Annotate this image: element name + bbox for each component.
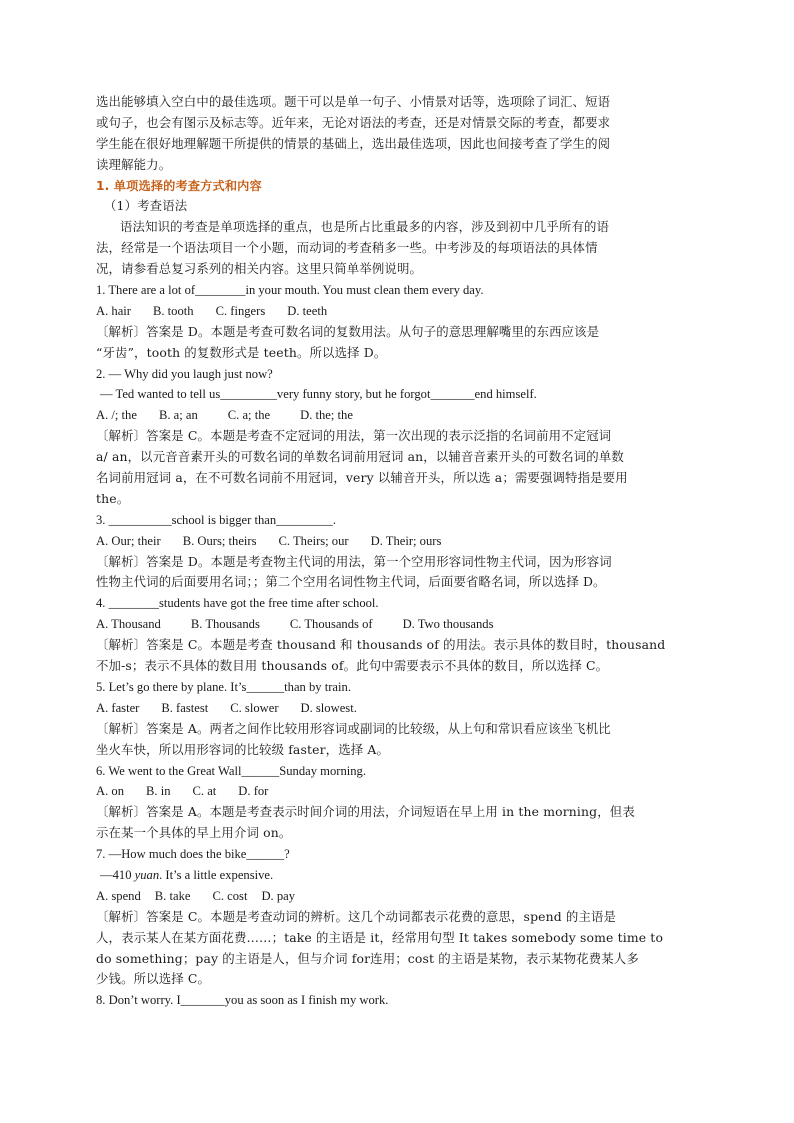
option-a: A. Our; their bbox=[96, 533, 161, 548]
reply-currency: yuan bbox=[134, 867, 160, 882]
option-b: B. tooth bbox=[152, 303, 194, 318]
sub-intro-line: 语法知识的考查是单项选择的重点，也是所占比重最多的内容，涉及到初中几乎所有的语 bbox=[120, 219, 610, 235]
analysis-line: a/ an，以元音音素开头的可数名词的单数名词前用冠词 an，以辅音音素开头的可数名词的单数 bbox=[96, 449, 624, 465]
analysis-line: 坐火车快，所以用形容词的比较级 faster，选择 A。 bbox=[96, 741, 390, 757]
option-b: B. Thousands bbox=[190, 617, 260, 632]
option-d: D. the; the bbox=[300, 408, 353, 423]
analysis-line: 少钱。所以选择 C。 bbox=[96, 971, 211, 987]
intro-line: 或句子，也会有图示及标志等。近年来，无论对语法的考查，还是对情景交际的考查，都要求 bbox=[96, 114, 611, 130]
option-a: A. /; the bbox=[96, 408, 137, 423]
analysis-line: the。 bbox=[96, 490, 130, 506]
reply-suffix: . It’s a little expensive. bbox=[159, 867, 274, 882]
option-b: B. fastest bbox=[161, 700, 209, 715]
option-c: C. at bbox=[192, 784, 217, 799]
intro-line: 读理解能力。 bbox=[96, 156, 172, 172]
section-heading: 1. 单项选择的考查方式和内容 bbox=[96, 178, 262, 193]
analysis-line: 不加-s；表示不具体的数目用 thousands of。此句中需要表示不具体的数目，所以选择 C。 bbox=[96, 658, 609, 674]
question-options bbox=[96, 405, 682, 426]
question-stem: 4. ________students have got the free time after school. bbox=[96, 596, 379, 611]
analysis-line: 人，表示某人在某方面花费……；take 的主语是 it，经常用句型 It takes somebody some time to bbox=[96, 929, 664, 945]
question-stem: 5. Let’s go there by plane. It’s______than by train. bbox=[96, 679, 351, 694]
analysis-line: “牙齿”，tooth 的复数形式是 teeth。所以选择 D。 bbox=[96, 344, 387, 360]
question-options bbox=[96, 531, 682, 552]
option-d: D. teeth bbox=[287, 303, 328, 318]
option-d: D. Their; ours bbox=[370, 533, 442, 548]
question-options bbox=[96, 781, 682, 802]
question-stem-reply bbox=[96, 865, 682, 886]
intro-line: 选出能够填入空白中的最佳选项。题干可以是单一句子、小情景对话等，选项除了词汇、短语 bbox=[96, 94, 611, 109]
question-stem: 3. __________school is bigger than_________. bbox=[96, 512, 336, 527]
analysis-line: do something；pay 的主语是人，但与介词 for连用；cost 的主语是某物，表示某物花费某人多 bbox=[96, 950, 639, 966]
question-options bbox=[96, 886, 682, 907]
question-stem: 6. We went to the Great Wall______Sunday morning. bbox=[96, 763, 366, 778]
analysis-line: 〔解析〕答案是 C。本题是考查不定冠词的用法，第一次出现的表示泛指的名词前用不定冠词 bbox=[96, 428, 612, 444]
option-a: A. spend bbox=[96, 888, 141, 903]
analysis-line: 性物主代词的后面要用名词；；第二个空用名词性物主代词，后面要省略名词，所以选择 D。 bbox=[96, 574, 606, 590]
sub-intro-line: 况，请参看总复习系列的相关内容。这里只简单举例说明。 bbox=[96, 261, 423, 277]
question-options bbox=[96, 301, 682, 322]
document-page bbox=[96, 92, 682, 1011]
analysis-line: 名词前用冠词 a，在不可数名词前不用冠词，very 以辅音开头，所以选 a；需要强调特指是要用 bbox=[96, 470, 628, 486]
question-stem: 8. Don’t worry. I_______you as soon as I finish my work. bbox=[96, 993, 389, 1008]
analysis-line: 〔解析〕答案是 A。两者之间作比较用形容词或副词的比较级，从上句和常识看应该坐飞机比 bbox=[96, 720, 611, 736]
option-b: B. a; an bbox=[158, 408, 198, 423]
analysis-line: 〔解析〕答案是 D。本题是考查物主代词的用法，第一个空用形容词性物主代词，因为形容词 bbox=[96, 553, 612, 569]
option-b: B. Ours; theirs bbox=[182, 533, 257, 548]
question-stem: 7. —How much does the bike______? bbox=[96, 847, 290, 862]
option-c: C. cost bbox=[212, 888, 248, 903]
reply-prefix: —410 bbox=[100, 867, 135, 882]
analysis-line: 〔解析〕答案是 C。本题是考查动词的辨析。这几个动词都表示花费的意思，spend 的主语是 bbox=[96, 908, 617, 924]
question-stem: 2. — Why did you laugh just now? bbox=[96, 366, 273, 381]
option-b: B. take bbox=[154, 888, 191, 903]
question-stem-reply: — Ted wanted to tell us_________very funny story, but he forgot_______end himself. bbox=[100, 387, 537, 402]
option-c: C. slower bbox=[230, 700, 279, 715]
question-options bbox=[96, 614, 682, 635]
subsection-title: （1）考查语法 bbox=[104, 198, 188, 214]
analysis-line: 示在某一个具体的早上用介词 on。 bbox=[96, 825, 292, 841]
analysis-line: 〔解析〕答案是 C。本题是考查 thousand 和 thousands of 的用法。表示具体的数目时，thousand bbox=[96, 637, 666, 653]
option-a: A. on bbox=[96, 784, 124, 799]
option-c: C. Thousands of bbox=[289, 617, 373, 632]
option-a: A. hair bbox=[96, 303, 131, 318]
analysis-line: 〔解析〕答案是 A。本题是考查表示时间介词的用法，介词短语在早上用 in the morning，但表 bbox=[96, 804, 635, 820]
sub-intro-line: 法，经常是一个语法项目一个小题，而动词的考查稍多一些。中考涉及的每项语法的具体情 bbox=[96, 240, 598, 256]
option-b: B. in bbox=[146, 784, 171, 799]
intro-line: 学生能在很好地理解题干所提供的情景的基础上，选出最佳选项，因此也间接考查了学生的阅 bbox=[96, 135, 611, 151]
option-c: C. a; the bbox=[227, 408, 271, 423]
analysis-line: 〔解析〕答案是 D。本题是考查可数名词的复数用法。从句子的意思理解嘴里的东西应该是 bbox=[96, 323, 600, 339]
option-d: D. slowest. bbox=[300, 700, 357, 715]
question-options bbox=[96, 698, 682, 719]
option-d: D. Two thousands bbox=[402, 617, 494, 632]
option-d: D. for bbox=[238, 784, 269, 799]
question-stem: 1. There are a lot of________in your mouth. You must clean them every day. bbox=[96, 283, 484, 298]
option-a: A. faster bbox=[96, 700, 140, 715]
option-d: D. pay bbox=[261, 888, 296, 903]
option-c: C. Theirs; our bbox=[278, 533, 349, 548]
option-a: A. Thousand bbox=[96, 617, 161, 632]
option-c: C. fingers bbox=[215, 303, 266, 318]
